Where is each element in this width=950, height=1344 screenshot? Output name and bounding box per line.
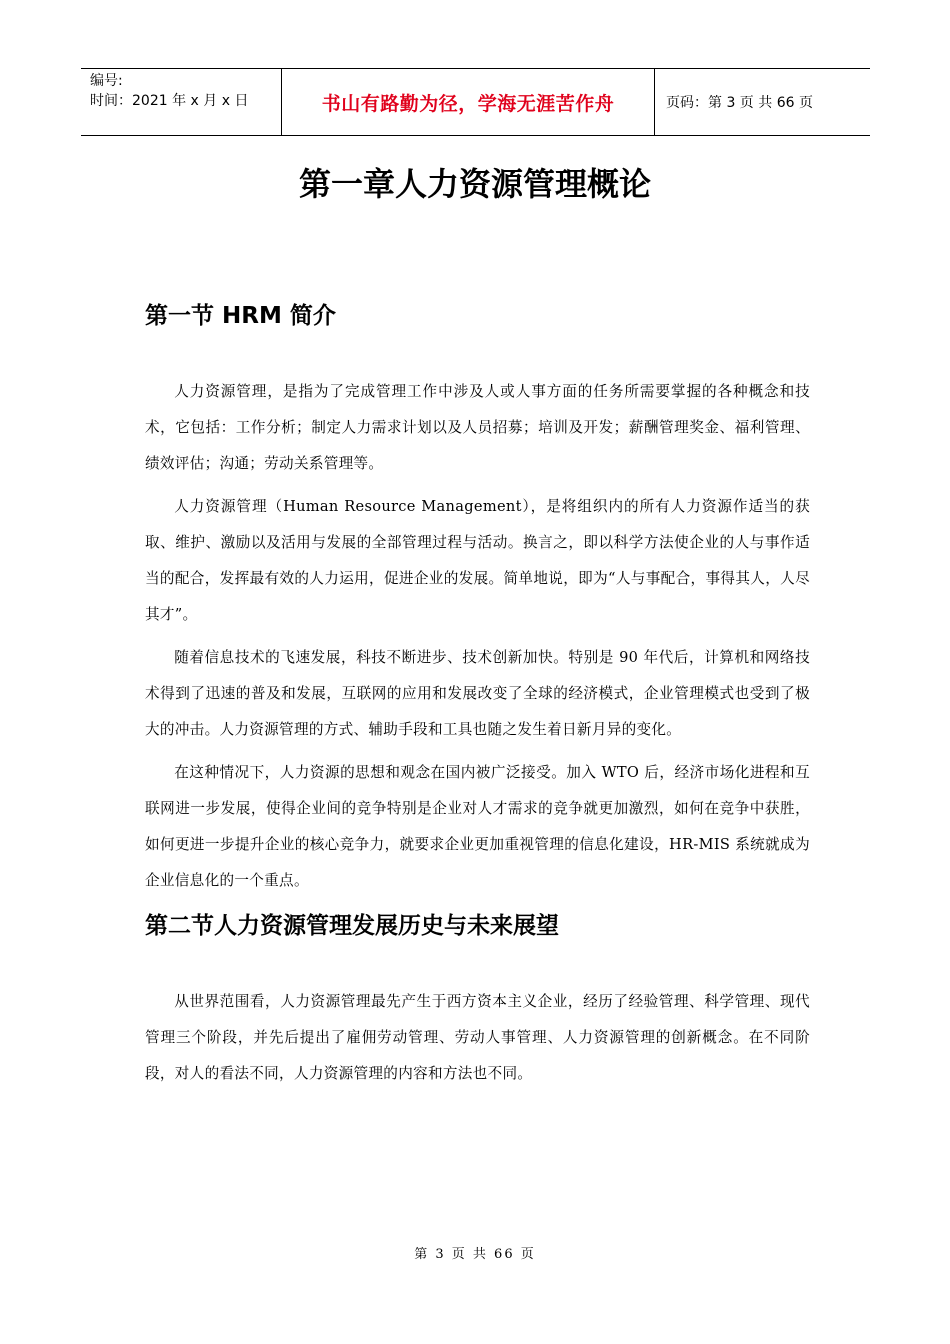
section-title: 第一节 HRM 简介 xyxy=(145,303,336,329)
header-left-cell xyxy=(81,69,281,135)
paragraph: 人力资源管理，是指为了完成管理工作中涉及人或人事方面的任务所需要掌握的各种概念和技术，它包括：工作分析；制定人力需求计划以及人员招募；培训及开发；薪酬管理奖金、福利管理、绩效评估；沟通；劳动关系管理等。 xyxy=(145,383,810,472)
paragraph: 随着信息技术的飞速发展，科技不断进步、技术创新加快。特别是 90 年代后，计算机和网络技术得到了迅速的普及和发展，互联网的应用和发展改变了全球的经济模式，企业管理模式也受到了极大的冲击。人力资源管理的方式、辅助手段和工具也随之发生着日新月异的变化。 xyxy=(145,649,810,738)
section-title: 第二节人力资源管理发展历史与未来展望 xyxy=(145,913,559,939)
document-body xyxy=(145,296,810,1099)
paragraph: 人力资源管理（Human Resource Management），是将组织内的所有人力资源作适当的获取、维护、激励以及活用与发展的全部管理过程与活动。换言之，即以科学方法使企业的人与事作适当的配合，发挥最有效的人力运用，促进企业的发展。简单地说，即为“人与事配合，事得其人，人尽其才”。 xyxy=(145,498,810,623)
paragraph: 从世界范围看，人力资源管理最先产生于西方资本主义企业，经历了经验管理、科学管理、现代管理三个阶段，并先后提出了雇佣劳动管理、劳动人事管理、人力资源管理的创新概念。在不同阶段，对人的看法不同，人力资源管理的内容和方法也不同。 xyxy=(145,993,810,1082)
page-info: 页码：第 3 页 共 66 页 xyxy=(666,95,813,111)
time-label: 时间：2021 年 x 月 x 日 xyxy=(90,93,249,109)
page-footer: 第 3 页 共 66 页 xyxy=(414,1247,536,1262)
paragraph: 在这种情况下，人力资源的思想和观念在国内被广泛接受。加入 WTO 后，经济市场化进程和互联网进一步发展，使得企业间的竞争特别是企业对人才需求的竞争就更加激烈，如何在竞争中获胜，如何更进一步提升企业的核心竞争力，就要求企业更加重视管理的信息化建设，HR-MIS 系统就成为企业信息化的一个重点。 xyxy=(145,764,810,889)
header-table xyxy=(81,68,870,136)
number-label: 编号: xyxy=(90,73,123,89)
chapter-title: 第一章人力资源管理概论 xyxy=(298,165,651,203)
motto: 书山有路勤为径，学海无涯苦作舟 xyxy=(281,69,655,135)
